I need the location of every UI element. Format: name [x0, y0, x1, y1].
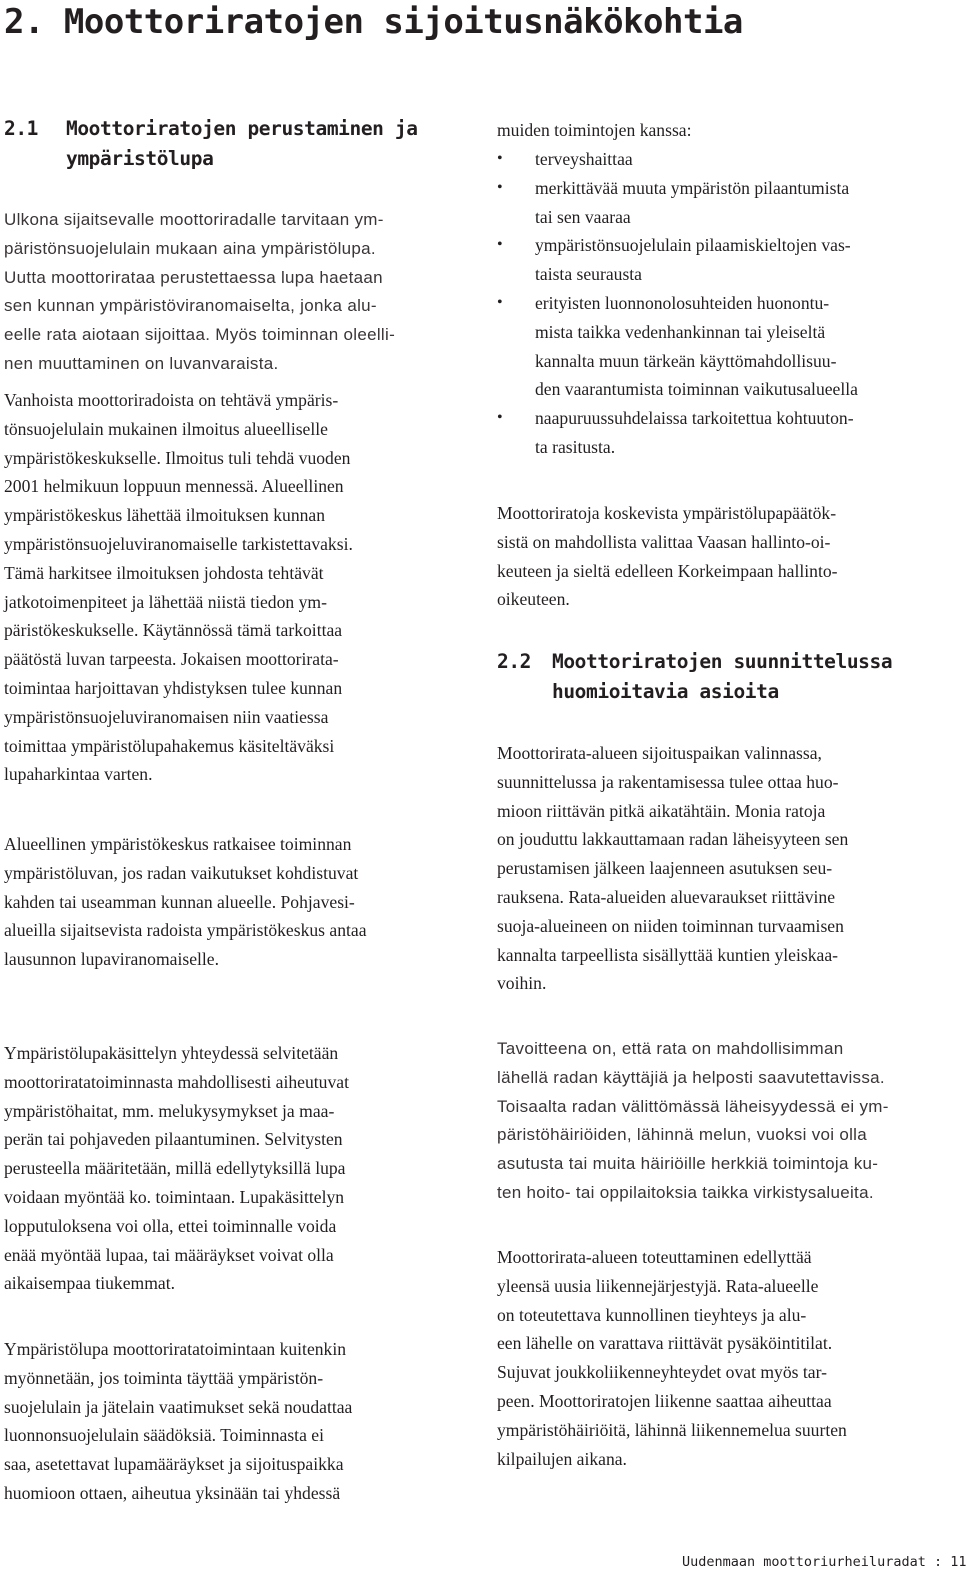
text-line: Ympäristölupakäsittelyn yhteydessä selvitetään	[4, 1043, 339, 1063]
text-line: Ympäristölupa moottoriratatoimintaan kuitenkin	[4, 1339, 347, 1359]
text-line: Alueellinen ympäristökeskus ratkaisee toiminnan	[4, 834, 352, 854]
text-line: ta rasitusta.	[535, 436, 616, 457]
text-line: naapuruussuhdelaissa tarkoitettua kohtuuton-	[535, 408, 854, 429]
list-item	[497, 145, 858, 174]
section-number: 2.1	[4, 117, 39, 140]
text-line: lupaharkintaa varten.	[4, 764, 153, 785]
text-line: moottoriratatoiminnasta mahdollisesti aiheutuvat	[4, 1071, 349, 1092]
text-line: huomioon ottaen, aiheutua yksinään tai yhdessä	[4, 1482, 341, 1503]
paragraph-traffic	[497, 1243, 847, 1473]
text-line: jatkotoimenpiteet ja lähettää niistä tiedon ym-	[4, 591, 327, 612]
list-item	[497, 231, 858, 289]
text-line: Sujuvat joukkoliikenneyhteydet ovat myös tar-	[497, 1362, 827, 1383]
text-line: Vanhoista moottoriradoista on tehtävä ympäris-	[4, 390, 339, 410]
text-line: ympäristönsuojeluviranomaisen niin vaatiessa	[4, 706, 329, 727]
text-line: terveyshaittaa	[535, 149, 633, 169]
text-line: Toisaalta radan välittömässä läheisyydessä ei ym-	[497, 1096, 889, 1116]
paragraph-goal	[497, 1035, 889, 1208]
bullet-icon: •	[497, 409, 503, 427]
text-line: ten hoito- tai oppilaitoksia taikka virkistysalueita.	[497, 1182, 874, 1202]
list-item	[497, 289, 858, 404]
text-line: on jouduttu lakkauttamaan radan läheisyyteen sen	[497, 829, 849, 850]
text-line: suunnittelussa ja rakentamisessa tulee ottaa huo-	[497, 771, 839, 792]
text-line: päätöstä luvan tarpeesta. Jokaisen moottorirata-	[4, 649, 339, 670]
text-line: päristökeskukselle. Käytännössä tämä tarkoittaa	[4, 620, 343, 641]
text-line: 2001 helmikuun loppuun mennessä. Alueellinen	[4, 476, 344, 497]
section-title-line: Moottoriratojen suunnittelussa	[552, 650, 893, 673]
text-line: ympäristöluvan, jos radan vaikutukset kohdistuvat	[4, 862, 359, 883]
text-line: päristöhäiriöiden, lähinnä melun, vuoksi voi olla	[497, 1125, 868, 1145]
text-line: lausunnon lupaviranomaiselle.	[4, 949, 219, 970]
text-line: kannalta tarpeellista sisällyttää kuntien yleiskaa-	[497, 944, 838, 965]
text-line: voidaan myöntää ko. toimintaan. Lupakäsittelyn	[4, 1186, 345, 1207]
text-line: ympäristöhäiriöitä, lähinnä liikennemelua suurten	[497, 1419, 847, 1440]
text-line: ympäristönsuojelulain pilaamiskieltojen vas-	[535, 235, 851, 256]
text-line: rauksena. Rata-alueiden aluevaraukset riittävine	[497, 886, 836, 907]
text-line: aikaisempaa tiukemmat.	[4, 1273, 175, 1294]
text-line: Ulkona sijaitsevalle moottoriradalle tarvitaan ym-	[4, 210, 384, 229]
text-line: perusteella määritetään, millä edellytyksillä lupa	[4, 1158, 346, 1179]
page-title: 2. Moottoriratojen sijoitusnäkökohtia	[4, 2, 743, 42]
text-line: mioon riittävän pitkä aikatähtäin. Monia ratoja	[497, 800, 826, 821]
text-line: Moottoriratoja koskevista ympäristölupapäätök-	[497, 503, 837, 523]
text-line: päristönsuojelulain mukaan aina ympäristölupa.	[4, 238, 376, 258]
text-line: myönnetään, jos toiminta täyttää ympäristön-	[4, 1367, 324, 1388]
section-title-line: Moottoriratojen perustaminen ja	[66, 117, 418, 140]
text-line: asutusta tai muita häiriöille herkkiä toimintoja ku-	[497, 1154, 879, 1174]
harm-bullet-list	[497, 145, 858, 462]
list-item	[497, 404, 858, 462]
text-line: Moottorirata-alueen sijoituspaikan valinnassa,	[497, 743, 822, 763]
text-line: erityisten luonnonolosuhteiden huonontu-	[535, 292, 830, 313]
publication-title: Uudenmaan moottoriurheiluradat	[682, 1554, 926, 1570]
text-line: ympäristöhaitat, mm. melukysymykset ja maa-	[4, 1100, 335, 1121]
section-heading-2-1	[4, 114, 418, 174]
page-footer	[682, 1554, 967, 1570]
bullet-intro	[497, 116, 692, 145]
bullet-icon: •	[497, 293, 503, 311]
text-line: perän tai pohjaveden pilaantuminen. Selvitysten	[4, 1129, 343, 1150]
text-line: Tämä harkitsee ilmoituksen johdosta tehtävät	[4, 562, 324, 583]
bullet-icon: •	[497, 150, 503, 167]
text-line: saa, asetettavat lupamääräykset ja sijoituspaikka	[4, 1454, 344, 1475]
text-line: mista taikka vedenhankinnan tai yleiseltä	[535, 321, 826, 342]
text-line: keuteen ja sieltä edelleen Korkeimpaan hallinto-	[497, 560, 838, 581]
text-line: oikeuteen.	[497, 589, 570, 610]
text-line: yleensä uusia liikennejärjestyjä. Rata-alueelle	[497, 1275, 819, 1296]
paragraph-regional-centre	[4, 830, 367, 974]
text-line: sistä on mahdollista valittaa Vaasan hallinto-oi-	[497, 531, 831, 552]
paragraph-site-selection	[497, 739, 848, 998]
text-line: kannalta muun tärkeän käyttömahdollisuu-	[535, 350, 837, 371]
text-line: sen kunnan ympäristöviranomaiselta, jonka alu-	[4, 296, 377, 316]
text-line: den vaarantumista toiminnan vaikutusalueella	[535, 379, 858, 400]
text-line: tönsuojelulain mukainen ilmoitus alueelliselle	[4, 418, 328, 439]
text-line: nen muuttaminen on luvanvaraista.	[4, 353, 279, 373]
text-line: enää myöntää lupaa, tai määräykset voivat olla	[4, 1244, 334, 1265]
page-number: 11	[950, 1554, 967, 1570]
section-heading-2-2	[497, 647, 892, 707]
paragraph-permit-granted	[4, 1335, 352, 1508]
section-title-line: ympäristölupa	[66, 147, 214, 170]
text-line: luonnonsuojelulain säädöksiä. Toiminnasta ei	[4, 1425, 324, 1446]
paragraph-old-tracks	[4, 386, 353, 789]
text-line: ympäristökeskukselle. Ilmoitus tuli tehdä vuoden	[4, 447, 351, 468]
text-line: perustamisen jälkeen laajenneen asutuksen seu-	[497, 858, 833, 879]
text-line: lopputuloksena voi olla, ettei toiminnalle voida	[4, 1215, 337, 1236]
paragraph-environmental-permit	[4, 206, 395, 379]
text-line: een lähelle on varattava riittävät pysäköintitilat.	[497, 1333, 833, 1354]
text-line: taista seurausta	[535, 264, 642, 285]
text-line: Uutta moottorirataa perustettaessa lupa haetaan	[4, 267, 383, 287]
text-line: peen. Moottoriratojen liikenne saattaa aiheuttaa	[497, 1390, 832, 1411]
text-line: kilpailujen aikana.	[497, 1448, 627, 1469]
bullet-icon: •	[497, 178, 503, 196]
paragraph-permit-processing	[4, 1039, 349, 1298]
text-line: ympäristönsuojeluviranomaiselle tarkistettavaksi.	[4, 533, 353, 554]
text-line: tai sen vaaraa	[535, 206, 631, 227]
text-line: kahden tai useamman kunnan alueelle. Pohjavesi-	[4, 891, 355, 912]
paragraph-appeal	[497, 499, 838, 614]
text-line: Moottorirata-alueen toteuttaminen edellyttää	[497, 1247, 812, 1267]
text-line: eelle rata aiotaan sijoittaa. Myös toiminnan oleelli-	[4, 325, 396, 345]
bullet-icon: •	[497, 236, 503, 254]
text-line: toimintaa harjoittavan yhdistyksen tulee kunnan	[4, 677, 343, 698]
footer-separator: :	[933, 1554, 943, 1570]
text-line: toimittaa ympäristölupahakemus käsiteltäväksi	[4, 735, 335, 756]
text-line: Tavoitteena on, että rata on mahdollisimman	[497, 1039, 844, 1058]
text-line: merkittävää muuta ympäristön pilaantumista	[535, 177, 850, 198]
text-line: suojelulain ja jätelain vaatimukset sekä noudattaa	[4, 1396, 353, 1417]
text-line: on toteutettava kunnollinen tieyhteys ja alu-	[497, 1304, 807, 1325]
list-item	[497, 174, 858, 232]
section-title-line: huomioitavia asioita	[552, 680, 779, 703]
text-line: muiden toimintojen kanssa:	[497, 120, 692, 140]
text-line: voihin.	[497, 973, 547, 994]
section-number: 2.2	[497, 650, 532, 673]
text-line: alueilla sijaitsevista radoista ympäristökeskus antaa	[4, 920, 367, 941]
text-line: lähellä radan käyttäjiä ja helposti saavutettavissa.	[497, 1067, 885, 1087]
text-line: ympäristökeskus lähettää ilmoituksen kunnan	[4, 505, 326, 526]
text-line: suoja-alueineen on niiden toiminnan turvaamisen	[497, 915, 844, 936]
